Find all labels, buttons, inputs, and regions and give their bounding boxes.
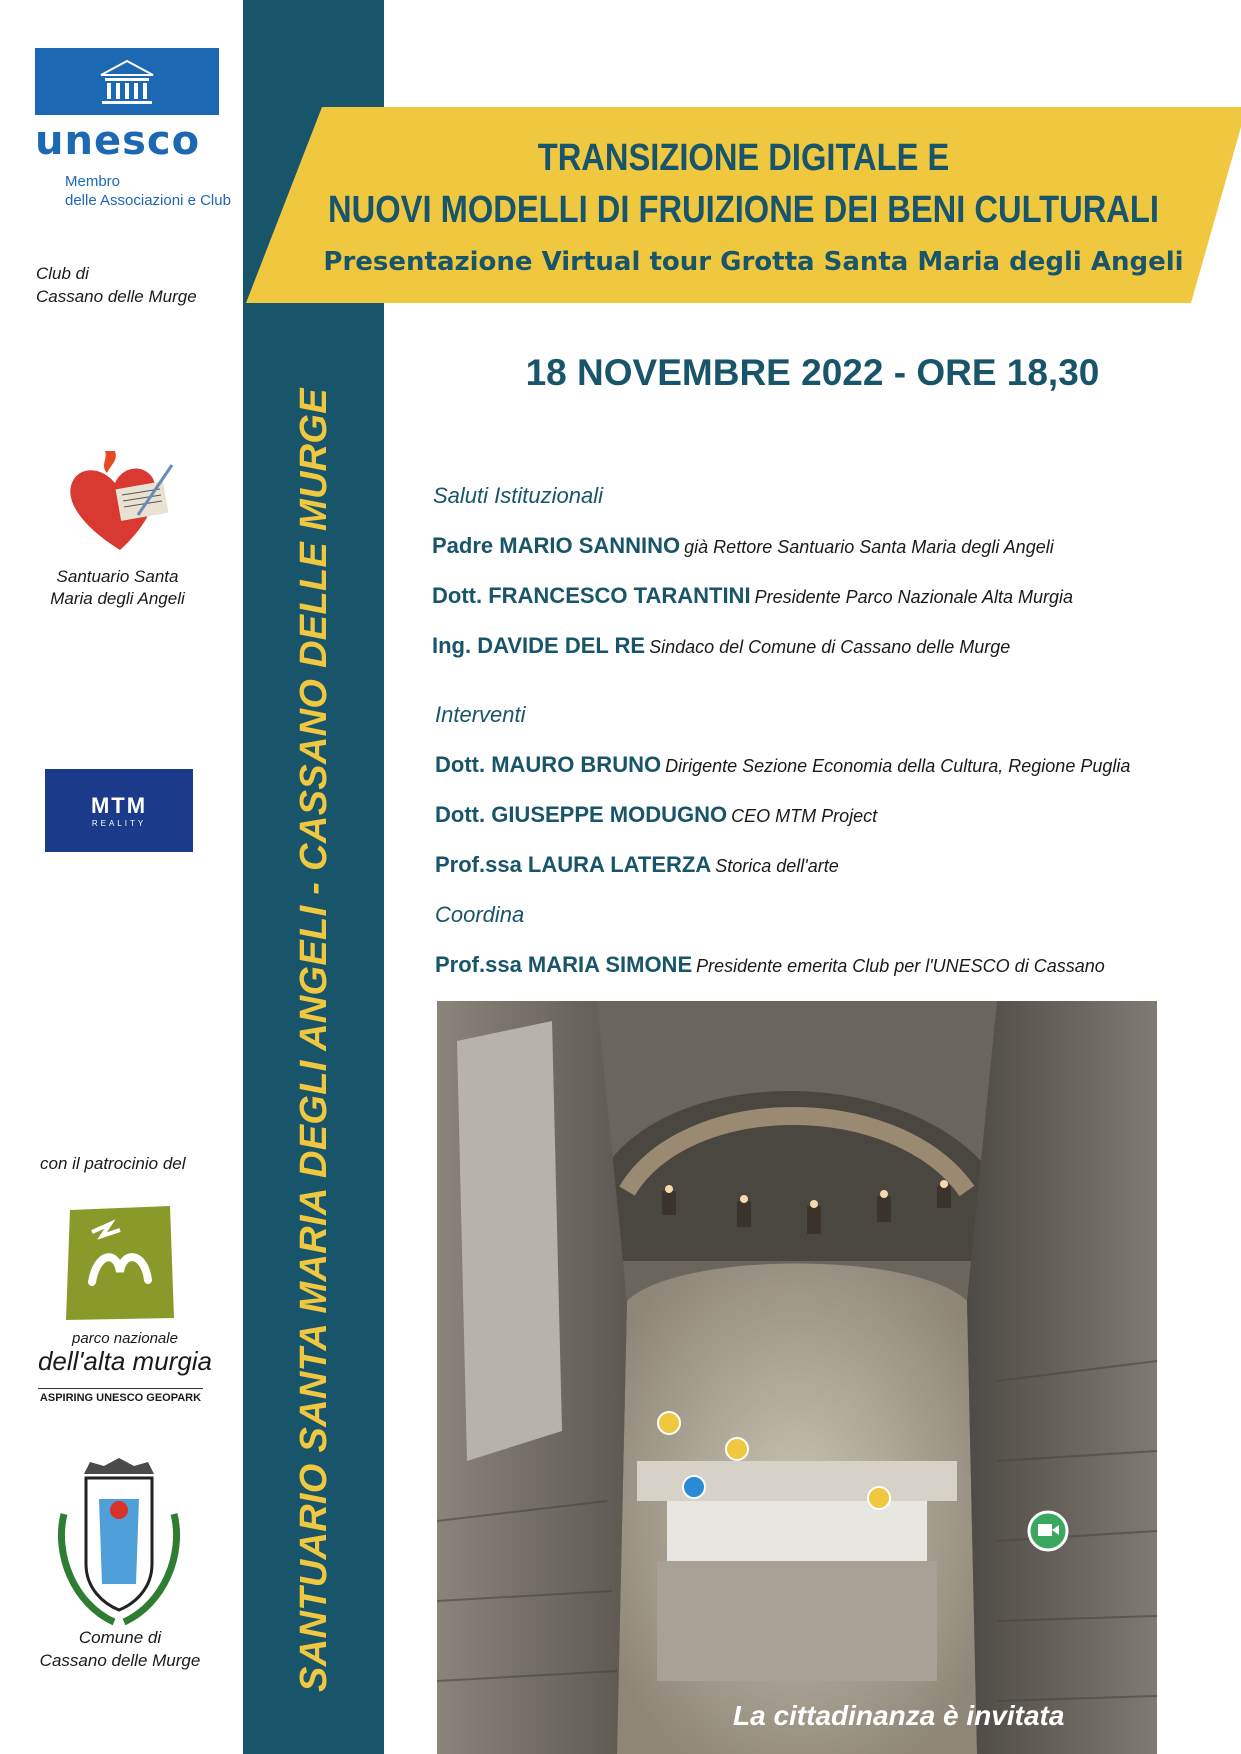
unesco-subtitle-line1: Membro [65,173,121,190]
speaker-role: CEO MTM Project [731,806,878,826]
speaker-role: Storica dell'arte [715,856,839,876]
santuario-label [30,566,205,610]
club-line1: Club di [36,264,89,283]
speaker-name: Dott. FRANCESCO TARANTINI [432,583,751,608]
patronage-label: con il patrocinio del [40,1154,186,1173]
parco-line2: dell'alta murgia [37,1346,213,1376]
santuario-line2: Maria degli Angeli [50,589,185,608]
vertical-strip-text: SANTUARIO SANTA MARIA DEGLI ANGELI - CASSANO DELLE MURGE [293,388,335,1692]
temple-icon [97,57,157,107]
speaker-name: Prof.ssa LAURA LATERZA [435,852,712,877]
speaker-row [435,852,839,878]
speaker-role: Presidente emerita Club per l'UNESCO di Cassano [696,956,1105,976]
mtm-reality-logo [45,769,193,852]
speaker-name: Ing. DAVIDE DEL RE [432,633,646,658]
parco-line1: parco nazionale [72,1330,178,1347]
grotto-illustration [437,1001,1157,1754]
geopark-label: ASPIRING UNESCO GEOPARK [38,1388,203,1404]
speaker-row [435,802,877,828]
title-banner [246,107,1241,303]
grotto-photo [437,1001,1157,1754]
comune-line2: Cassano delle Murge [39,1651,201,1670]
banner-subtitle: Presentazione Virtual tour Grotta Santa Maria degli Angeli [323,247,1184,277]
parco-name [35,1330,215,1375]
speaker-name: Dott. MAURO BRUNO [435,752,662,777]
unesco-subtitle-line2: delle Associazioni e Club [65,192,231,209]
coordina-heading: Coordina [435,902,525,927]
unesco-wordmark: unesco [35,118,201,164]
speaker-role: Sindaco del Comune di Cassano delle Murge [649,637,1011,657]
unesco-subtitle [65,172,231,210]
saluti-heading: Saluti Istituzionali [433,483,603,508]
event-date: 18 NOVEMBRE 2022 - ORE 18,30 [525,352,1100,393]
mtm-name: MTM [90,793,148,818]
unesco-logo [35,48,219,115]
speaker-row [435,952,1105,978]
comune-coat-of-arms [44,1454,194,1626]
speaker-name: Padre MARIO SANNINO [432,533,681,558]
speaker-row [432,633,1010,659]
mtm-tag: REALITY [91,819,147,828]
parco-alta-murgia-logo [62,1202,177,1324]
interventi-heading: Interventi [435,702,526,727]
speaker-role: Dirigente Sezione Economia della Cultura, Regione Puglia [665,756,1131,776]
speaker-row [432,583,1073,609]
invitation-text: La cittadinanza è invitata [733,1700,1065,1731]
banner-title-line1: TRANSIZIONE DIGITALE E [537,137,950,179]
comune-label [25,1626,215,1672]
comune-line1: Comune di [78,1628,162,1647]
club-line2: Cassano delle Murge [36,287,197,306]
sponsor-column [0,0,243,1754]
speaker-row [432,533,1054,559]
speaker-row [435,752,1130,778]
santuario-heart-logo [60,445,180,560]
santuario-line1: Santuario Santa [56,567,179,586]
speaker-name: Prof.ssa MARIA SIMONE [435,952,693,977]
speaker-role: Presidente Parco Nazionale Alta Murgia [754,587,1074,607]
speaker-name: Dott. GIUSEPPE MODUGNO [435,802,728,827]
speaker-role: già Rettore Santuario Santa Maria degli Angeli [684,537,1054,557]
club-label [36,262,197,308]
banner-title-line2: NUOVI MODELLI DI FRUIZIONE DEI BENI CULTURALI [328,189,1159,231]
